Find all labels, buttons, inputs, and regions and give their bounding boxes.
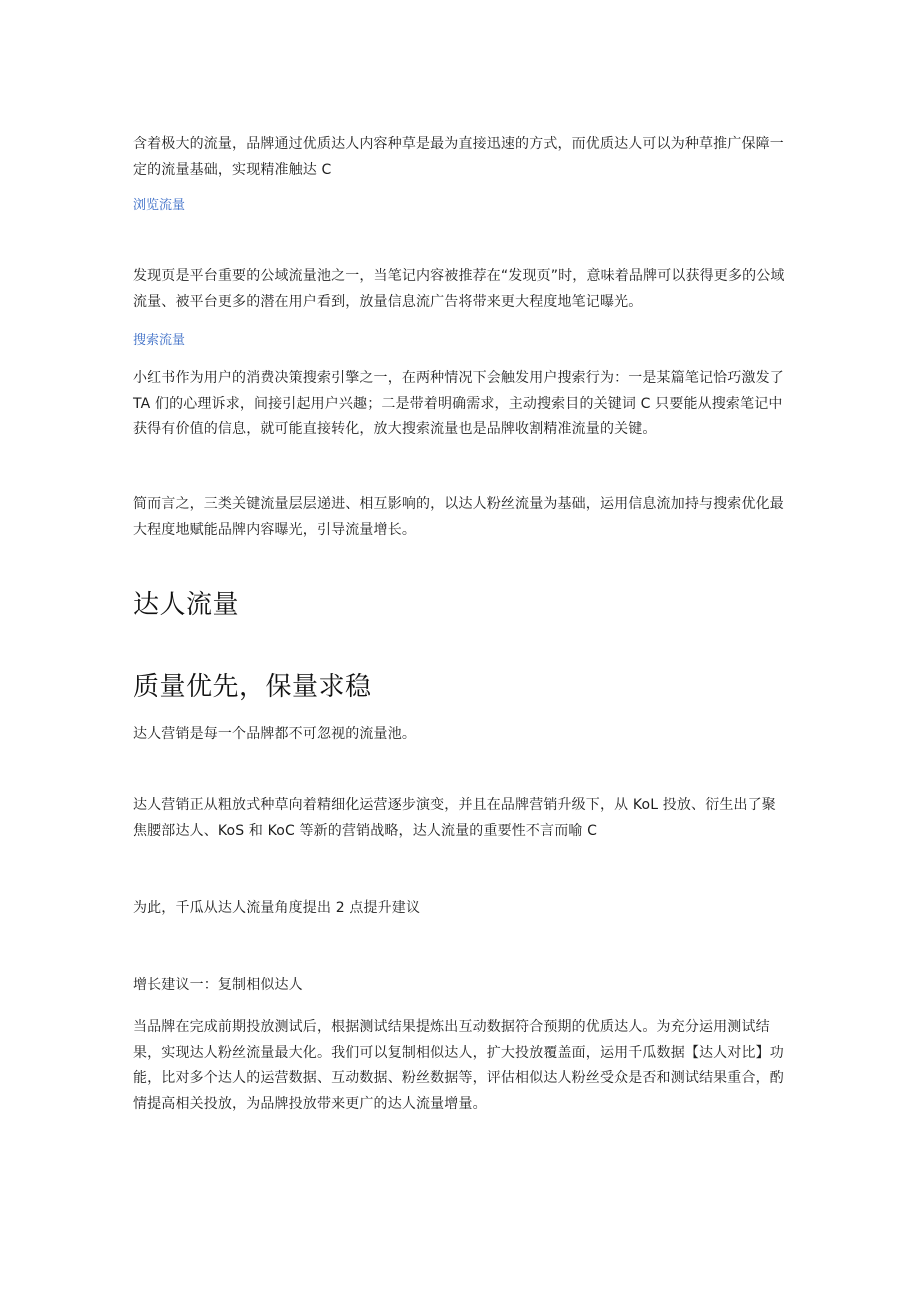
paragraph-influencer-evolution: 达人营销正从粗放式种草向着精细化运营逐步演变，并且在品牌营销升级下，从 KoL 投放、衍生出了聚焦腰部达人、KoS 和 KoC 等新的营销战略，达人流量的重要性不言而喻 C (133, 797, 776, 839)
link-search-traffic[interactable]: 搜索流量 (133, 333, 186, 348)
paragraph-summary: 简而言之，三类关键流量层层递进、相互影响的，以达人粉丝流量为基础，运用信息流加持与搜索优化最大程度地赋能品牌内容曝光，引导流量增长。 (133, 496, 784, 538)
paragraph-suggestion-one-body: 当品牌在完成前期投放测试后，根据测试结果提炼出互动数据符合预期的优质达人。为充分运用测试结果，实现达人粉丝流量最大化。我们可以复制相似达人，扩大投放覆盖面，运用千瓜数据【达人对比】功能，比对多个达人的运营数据、互动数据、粉丝数据等，评估相似达人粉丝受众是否和测试结果重合，酌情提高相关投放，为品牌投放带来更广的达人流量增量。 (133, 1019, 784, 1112)
paragraph-suggestion-one-title: 增长建议一：复制相似达人 (133, 977, 303, 993)
paragraph-influencer-pool: 达人营销是每一个品牌都不可忽视的流量池。 (133, 726, 416, 742)
link-browse-traffic[interactable]: 浏览流量 (133, 198, 186, 213)
paragraph-intro: 含着极大的流量，品牌通过优质达人内容种草是最为直接迅速的方式，而优质达人可以为种草推广保障一定的流量基础，实现精准触达 C (133, 136, 784, 178)
heading-influencer-traffic: 达人流量 (133, 590, 240, 620)
paragraph-discover-page: 发现页是平台重要的公域流量池之一，当笔记内容被推荐在“发现页”时，意味着品牌可以获得更多的公域流量、被平台更多的潜在用户看到，放量信息流广告将带来更大程度地笔记曝光。 (133, 268, 785, 310)
paragraph-suggestions-intro: 为此，千瓜从达人流量角度提出 2 点提升建议 (133, 900, 421, 916)
heading-quality-first: 质量优先，保量求稳 (133, 672, 372, 702)
paragraph-search-engine: 小红书作为用户的消费决策搜索引擎之一，在两种情况下会触发用户搜索行为：一是某篇笔记恰巧激发了 TA 们的心理诉求，间接引起用户兴趣；二是带着明确需求，主动搜索目的关键词 C 只要能从搜索笔记中获得有价值的信息，就可能直接转化，放大搜索流量也是品牌收割精准流量的关键。 (133, 370, 784, 437)
